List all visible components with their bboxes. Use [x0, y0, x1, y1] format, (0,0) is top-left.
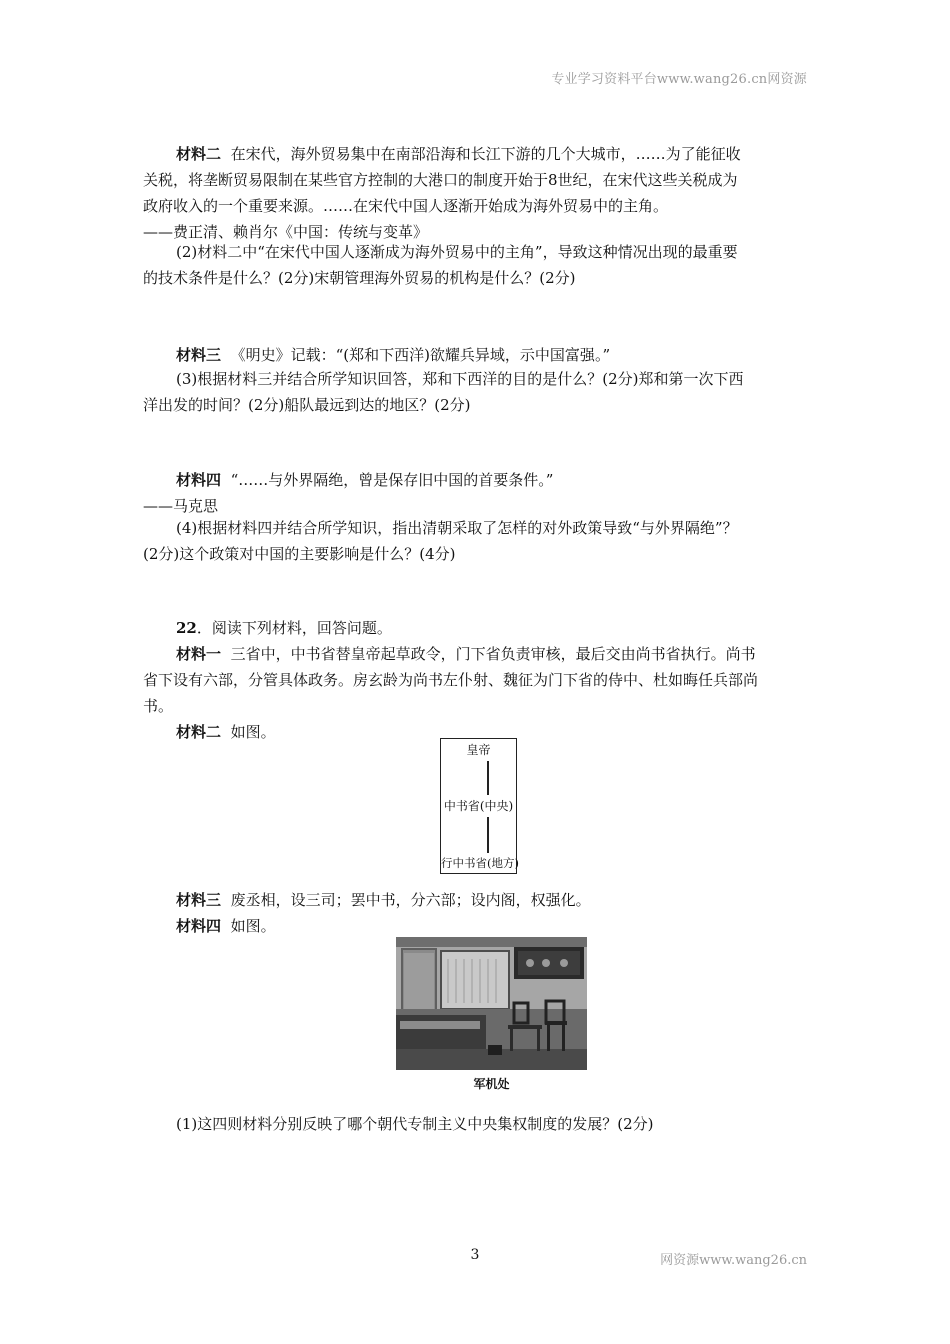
q22-material-1-line-1: 三省中，中书省替皇帝起草政令，门下省负责审核，最后交由尚书省执行。尚书	[230, 645, 756, 663]
q22-material-1-line-3: 书。	[143, 697, 174, 715]
q22-material-1-label: 材料一	[176, 645, 222, 663]
question-3-line-2: 洋出发的时间？(2分)船队最远到达的地区？(2分)	[143, 396, 471, 414]
question-22-block	[143, 615, 808, 745]
org-chart-top: 皇帝	[466, 743, 491, 757]
q22-material-4-label: 材料四	[176, 917, 222, 935]
question-2-block	[143, 239, 808, 291]
material-4-text: “……与外界隔绝，曾是保存旧中国的首要条件。”	[230, 471, 554, 489]
material-4-block	[143, 467, 808, 519]
material-2-line-3: 政府收入的一个重要来源。……在宋代中国人逐渐开始成为海外贸易中的主角。	[143, 197, 669, 215]
material-4-label: 材料四	[176, 471, 222, 489]
org-chart-middle: 中书省(中央)	[443, 799, 514, 813]
footer-source: 网资源www.wang26.cn	[660, 1253, 807, 1268]
material-4-source: ——马克思	[143, 497, 219, 515]
material-3-text: 《明史》记载：“(郑和下西洋)欲耀兵异域，示中国富强。”	[230, 346, 611, 364]
question-4-block	[143, 515, 808, 567]
org-chart	[440, 738, 517, 874]
question-22-intro: ．阅读下列材料，回答问题。	[196, 619, 392, 637]
material-3-block	[143, 342, 808, 368]
question-4-line-2: (2分)这个政策对中国的主要影响是什么？(4分)	[143, 545, 456, 563]
material-2-source: ——费正清、赖肖尔《中国：传统与变革》	[143, 223, 429, 241]
material-2-line-1: 在宋代，海外贸易集中在南部沿海和长江下游的几个大城市，……为了能征收	[230, 145, 741, 163]
q22-material-4-text: 如图。	[230, 917, 276, 935]
org-chart-bottom: 行中书省(地方)	[441, 856, 519, 870]
material-2-label: 材料二	[176, 145, 222, 163]
q22-materials-3-4	[143, 887, 808, 939]
question-2-line-1: (2)材料二中“在宋代中国人逐渐成为海外贸易中的主角”，导致这种情况出现的最重要	[176, 243, 738, 261]
material-2-line-2: 关税，将垄断贸易限制在某些官方控制的大港口的制度开始于8世纪，在宋代这些关税成为	[143, 171, 738, 189]
q22-material-1-line-2: 省下设有六部，分管具体政务。房玄龄为尚书左仆射、魏征为门下省的侍中、杜如晦任兵部尚	[143, 671, 759, 689]
q22-material-2-text: 如图。	[230, 723, 276, 741]
material-2-block	[143, 141, 808, 245]
org-chart-connector-upper	[487, 761, 489, 795]
q22-material-3-text: 废丞相，设三司；罢中书，分六部；设内阁，权强化。	[230, 891, 591, 909]
q22-question-1: (1)这四则材料分别反映了哪个朝代专制主义中央集权制度的发展？(2分)	[176, 1115, 654, 1133]
photo-caption: 军机处	[473, 1077, 510, 1091]
question-4-line-1: (4)根据材料四并结合所学知识，指出清朝采取了怎样的对外政策导致“与外界隔绝”？	[176, 519, 738, 537]
q22-material-3-label: 材料三	[176, 891, 222, 909]
q22-question-1-block	[143, 1111, 808, 1137]
question-3-line-1: (3)根据材料三并结合所学知识回答，郑和下西洋的目的是什么？(2分)郑和第一次下西	[176, 370, 744, 388]
org-chart-connector-lower	[487, 817, 489, 853]
question-2-line-2: 的技术条件是什么？(2分)宋朝管理海外贸易的机构是什么？(2分)	[143, 269, 576, 287]
q22-material-2-label: 材料二	[176, 723, 222, 741]
header-source: 专业学习资料平台www.wang26.cn网资源	[551, 72, 807, 87]
question-3-block	[143, 366, 808, 418]
page-number: 3	[470, 1247, 480, 1263]
question-22-number: 22	[176, 619, 197, 637]
material-3-label: 材料三	[176, 346, 222, 364]
grand-council-photo	[396, 937, 587, 1070]
